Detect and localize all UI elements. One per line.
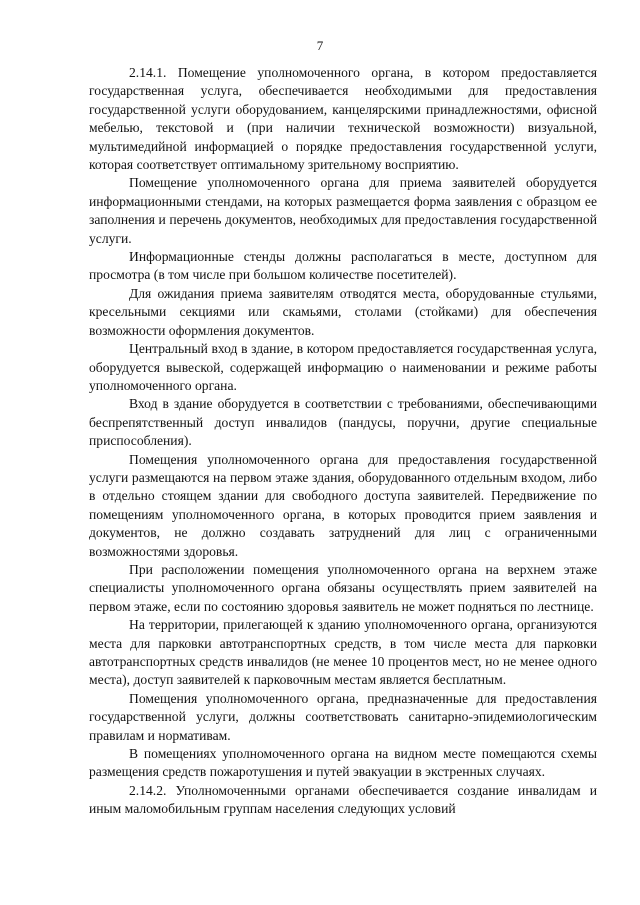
paragraph: Помещения уполномоченного органа для предоставления государственной услуги размещаются на первом этаже здания, оборудованного отдельным входом, либо в отдельно стоящем здании для свободного доступа заявителей. Передвижение по помещениям уполномоченного органа, в которых проводится прием заявления и документов, не должно создавать затруднений для лиц с ограниченными возможностями здоровья. [89,451,597,559]
paragraph: При расположении помещения уполномоченного органа на верхнем этаже специалисты уполномоченного органа обязаны осуществлять прием заявителей на первом этаже, если по состоянию здоровья заявитель не может подняться по лестнице. [89,561,597,614]
paragraph: На территории, прилегающей к зданию уполномоченного органа, организуются места для парковки автотранспортных средств, в том числе места для парковки автотранспортных средств инвалидов (не менее 10 процентов мест, но не менее одного места), доступ заявителей к парковочным местам является бесплатным. [89,617,597,688]
paragraph: Помещения уполномоченного органа, предназначенные для предоставления государственной услуги, должны соответствовать санитарно-эпидемиологическим правилам и нормативам. [89,690,597,743]
paragraph: В помещениях уполномоченного органа на видном месте помещаются схемы размещения средств пожаротушения и путей эвакуации в экстренных случаях. [89,746,597,780]
page-number: 7 [316,38,324,53]
paragraph: Помещение уполномоченного органа для приема заявителей оборудуется информационными стендами, на которых размещается форма заявления с образцом ее заполнения и перечень документов, необходимых для предоставления государственной услуги. [89,175,597,246]
paragraph: Центральный вход в здание, в котором предоставляется государственная услуга, оборудуется вывеской, содержащей информацию о наименовании и режиме работы уполномоченного органа. [89,341,597,393]
paragraph: 2.14.1. Помещение уполномоченного органа, в котором предоставляется государственная услуга, обеспечивается необходимыми для предоставления государственной услуги оборудованием, канцелярскими принадлежностями, офисной мебелью, текстовой и (при наличии технической возможности) визуальной, мультимедийной информацией о порядке предоставления государственной услуги, которая соответствует оптимальному зрительному восприятию. [89,65,597,173]
paragraph: Вход в здание оборудуется в соответствии с требованиями, обеспечивающими беспрепятственный доступ инвалидов (пандусы, поручни, другие специальные приспособления). [89,396,597,449]
document-body [89,64,597,819]
paragraph: Информационные стенды должны располагаться в месте, доступном для просмотра (в том числе при большом количестве посетителей). [89,249,597,283]
paragraph: 2.14.2. Уполномоченными органами обеспечивается создание инвалидам и иным маломобильным группам населения следующих условий [89,782,597,817]
paragraph: Для ожидания приема заявителям отводятся места, оборудованные стульями, кресельными секциями или скамьями, столами (стойками) для обеспечения возможности оформления документов. [89,285,597,338]
